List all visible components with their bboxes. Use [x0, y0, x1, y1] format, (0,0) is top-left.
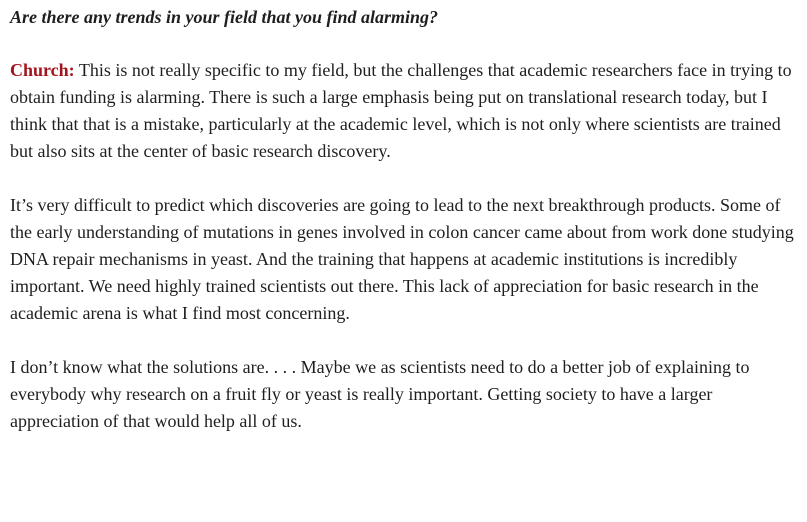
- interview-article: [10, 4, 802, 435]
- answer-paragraph-2: It’s very difficult to predict which discoveries are going to lead to the next breakthrough products. Some of the early understanding of mutations in genes involved in colon cancer came about from work done studying DNA repair mechanisms in yeast. And the training that happens at academic institutions is incredibly important. We need highly trained scientists out there. This lack of appreciation for basic research in the academic arena is what I find most concerning.: [10, 195, 794, 323]
- interview-question: Are there any trends in your field that you find alarming?: [10, 7, 439, 27]
- speaker-name: Church:: [10, 60, 75, 80]
- answer-paragraph-1: [10, 57, 802, 165]
- answer-paragraph-1-text: This is not really specific to my field, but the challenges that academic researchers face in trying to obtain funding is alarming. There is such a large emphasis being put on translational research today, but I think that that is a mistake, particularly at the academic level, which is not only where scientists are trained but also sits at the center of basic research discovery.: [10, 60, 792, 161]
- answer-paragraph-3: I don’t know what the solutions are. . . . Maybe we as scientists need to do a better job of explaining to everybody why research on a fruit fly or yeast is really important. Getting society to have a larger appreciation of that would help all of us.: [10, 357, 750, 431]
